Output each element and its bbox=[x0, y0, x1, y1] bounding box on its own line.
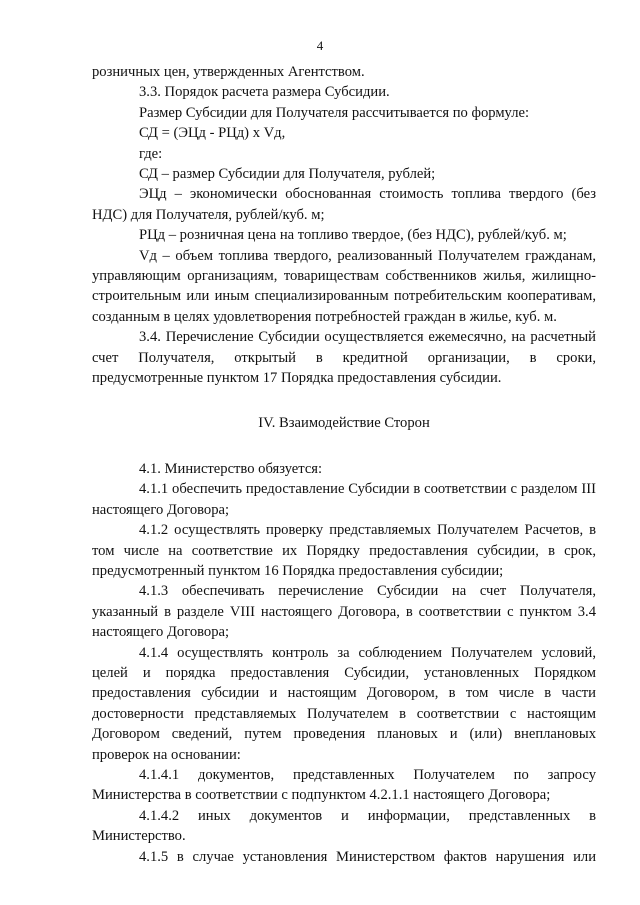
paragraph: 4.1.4.1 документов, представленных Получателем по запросу Министерства в соответствии с подпунктом 4.2.1.1 настоящего Договора; bbox=[92, 767, 596, 804]
formula: СД = (ЭЦд - РЦд) х Vд, bbox=[139, 125, 286, 142]
paragraph: Размер Субсидии для Получателя рассчитывается по формуле: bbox=[139, 104, 530, 121]
paragraph: 3.4. Перечисление Субсидии осуществляется ежемесячно, на расчетный счет Получателя, открытый в кредитной организации, в сроки, предусмотренные пунктом 17 Порядка предоставления субсидии. bbox=[92, 329, 596, 387]
definition: ЭЦд – экономически обоснованная стоимость топлива твердого (без НДС) для Получателя, рублей/куб. м; bbox=[92, 186, 596, 223]
paragraph: где: bbox=[139, 145, 163, 162]
paragraph: 3.3. Порядок расчета размера Субсидии. bbox=[139, 84, 390, 101]
paragraph: 4.1.4 осуществлять контроль за соблюдением Получателем условий, целей и порядка предоставления Субсидии, установленных Порядком предоставления субсидии и настоящим Договором, в том числе в части достоверности представляемых Получателем в соответствии с настоящим Договором сведений, путем проведения плановых и (или) внеплановых проверок на основании: bbox=[92, 644, 596, 763]
definition: Vд – объем топлива твердого, реализованный Получателем гражданам, управляющим организациям, товариществам собственников жилья, жилищно-строительным или иным специализированным потребительским кооперативам, созданным в целях удовлетворения потребностей граждан в жилье, куб. м. bbox=[92, 247, 596, 325]
paragraph: розничных цен, утвержденных Агентством. bbox=[92, 64, 365, 80]
paragraph: 4.1. Министерство обязуется: bbox=[139, 460, 323, 477]
paragraph: 4.1.1 обеспечить предоставление Субсидии в соответствии с разделом III настоящего Договора; bbox=[92, 481, 596, 518]
paragraph: 4.1.3 обеспечивать перечисление Субсидии на счет Получателя, указанный в разделе VIII настоящего Договора, в соответствии с пунктом 3.4 настоящего Договора; bbox=[92, 583, 596, 641]
section-heading: IV. Взаимодействие Сторон bbox=[258, 414, 430, 431]
definition: РЦд – розничная цена на топливо твердое, (без НДС), рублей/куб. м; bbox=[139, 227, 567, 244]
page-number: 4 bbox=[316, 38, 324, 53]
definition: СД – размер Субсидии для Получателя, рублей; bbox=[139, 166, 436, 183]
paragraph: 4.1.2 осуществлять проверку представляемых Получателем Расчетов, в том числе на соответствие их Порядку предоставления субсидии, в срок, предусмотренный пунктом 16 Порядка предоставления субсидии; bbox=[92, 522, 596, 579]
paragraph: 4.1.5 в случае установления Министерством фактов нарушения или bbox=[139, 848, 596, 865]
paragraph: 4.1.4.2 иных документов и информации, представленных в Министерство. bbox=[92, 807, 596, 845]
document-body bbox=[92, 62, 596, 867]
